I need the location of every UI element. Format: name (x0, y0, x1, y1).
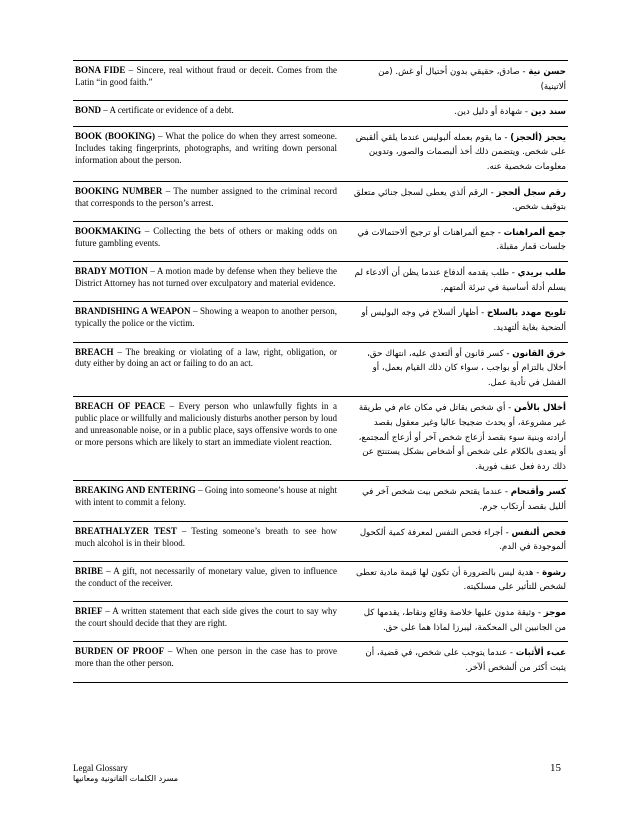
english-definition: – The breaking or violating of a law, right, obligation, or duty either by doing an act or failing to do an act. (75, 346, 337, 369)
english-definition-cell (73, 101, 345, 127)
glossary-row (73, 602, 568, 642)
arabic-term: حسن نية (528, 67, 566, 77)
arabic-term: تلويح مهدد بالسلاح (486, 308, 566, 319)
footer-title: Legal Glossary (73, 763, 128, 773)
page-number: 15 (550, 762, 561, 774)
glossary-row (73, 302, 568, 342)
english-term: BRIEF (75, 606, 103, 617)
arabic-definition: - شهادة أو دليل دين. (454, 107, 528, 118)
glossary-body (73, 61, 568, 683)
arabic-definition: - عندما يقتحم شخص بيت شخص آخر في ألليل بقصد أرتكاب جرم. (362, 487, 566, 513)
glossary-row (73, 262, 568, 302)
english-term: BREACH OF PEACE (75, 401, 166, 412)
arabic-term: عبء ألأثبات (515, 648, 566, 659)
arabic-definition: - وثيقة مدون عليها خلاصة وقائع ونقاط، يقدمها كل من الجانبين الى المحكمة، ليبرزا لماذا هما على حق. (363, 608, 566, 633)
arabic-term: سند دين (530, 107, 566, 118)
english-term: BRANDISHING A WEAPON (75, 306, 191, 317)
glossary-row (73, 101, 568, 127)
arabic-term: موجز (543, 608, 566, 619)
glossary-row (73, 561, 568, 601)
arabic-definition-cell (345, 602, 568, 642)
arabic-definition: - جمع ألمراهنات أو ترجيح ألاحتمالات في جلسات قمار مقبلة. (357, 227, 566, 253)
glossary-row (73, 61, 568, 101)
arabic-term: جمع ألمراهنات (503, 227, 566, 238)
glossary-row (73, 342, 568, 397)
arabic-definition-cell (345, 521, 568, 561)
english-definition: – A gift, not necessarily of monetary value, given to influence the conduct of the receiver. (75, 565, 337, 588)
english-term: BOOKMAKING (75, 225, 142, 236)
english-definition-cell (73, 397, 345, 481)
arabic-definition-cell (345, 101, 568, 127)
arabic-term: يحجز (ألحجز) (510, 132, 566, 143)
arabic-definition: - عندما يتوجب على شخص، في قضية، أن يثبت أكثر من ألشخص ألآخر. (365, 648, 566, 673)
english-term: BOOKING NUMBER (75, 185, 163, 196)
arabic-definition: - أظهار ألسلاح في وجه البوليس أو ألضحية بغاية ألتهديد. (361, 308, 566, 333)
arabic-definition-cell (345, 181, 568, 221)
english-definition: – Every person who unlawfully fights in a public place or willfully and maliciously disturbs another person by loud and unreasonable noise, or in a public place, says offensive words to one or more persons which are likely to start an immediate violent reaction. (75, 401, 337, 447)
english-definition: – A certificate or evidence of a debt. (103, 105, 234, 116)
arabic-definition-cell (345, 397, 568, 481)
english-definition: – Showing a weapon to another person, typically the police or the victim. (75, 306, 337, 329)
arabic-definition-cell (345, 221, 568, 261)
glossary-row (73, 397, 568, 481)
english-term: BONA FIDE (75, 65, 126, 75)
english-term: BOOK (BOOKING) (75, 130, 156, 141)
english-term: BREATHALYZER TEST (75, 525, 177, 536)
arabic-term: طلب بريدي (517, 268, 566, 279)
arabic-term: خرق القانون (512, 348, 566, 359)
arabic-definition-cell (345, 561, 568, 601)
english-term: BREAKING AND ENTERING (75, 485, 196, 496)
glossary-row (73, 481, 568, 521)
english-definition-cell (73, 342, 345, 397)
arabic-definition: - هدية ليس بالضرورة أن تكون لها قيمة مادية تعطى لشخص للتأثير على مسلكيته. (356, 567, 566, 593)
english-definition: – A motion made by defense when they believe the District Attorney has not turned over exculpatory and material evidence. (75, 266, 338, 288)
arabic-definition: - الرقم ألذي يعطى لسجل جنائي متعلق بتوقيف شخص. (353, 187, 566, 213)
arabic-definition-cell (345, 126, 568, 181)
english-definition-cell (73, 61, 345, 101)
glossary-row (73, 642, 568, 682)
arabic-definition: - كسر قانون أو ألتعدي عليه، انتهاك حق، أخلال بالتزام أو بواجب ، سواء كان ذلك القيام بعمل، أو الفشل في تأدية عمل. (367, 348, 566, 388)
english-definition-cell (73, 602, 345, 642)
english-term: BOND (75, 105, 102, 116)
english-definition-cell (73, 642, 345, 682)
arabic-definition-cell (345, 61, 568, 101)
english-definition: – Collecting the bets of others or making odds on future gambling events. (75, 225, 337, 248)
arabic-definition-cell (345, 642, 568, 682)
arabic-definition-cell (345, 302, 568, 342)
english-definition-cell (73, 126, 345, 181)
arabic-term: أخلال بالأمن (513, 403, 566, 414)
english-definition-cell (73, 262, 345, 302)
glossary-row (73, 126, 568, 181)
english-term: BREACH (75, 346, 114, 357)
english-term: BRADY MOTION (75, 266, 148, 277)
glossary-table (73, 60, 568, 683)
english-definition: – Going into someone’s house at night with intent to commit a felony. (75, 485, 337, 508)
english-definition-cell (73, 561, 345, 601)
glossary-row (73, 221, 568, 261)
arabic-term: كسر وأقتحام (510, 487, 566, 498)
english-definition: – When one person in the case has to prove more than the other person. (75, 646, 337, 669)
english-term: BURDEN OF PROOF (75, 646, 165, 657)
arabic-definition: - طلب يقدمه ألدفاع عندما يظن أن ألادعاء لم يسلم أدلة أساسية في تبرئة ألمتهم. (354, 268, 566, 293)
english-definition-cell (73, 521, 345, 561)
glossary-row (73, 181, 568, 221)
arabic-definition: - أجراء فحص النفس لمعرفة كمية ألكحول ألموجودة في الدم. (359, 527, 566, 553)
page-footer (73, 762, 178, 785)
arabic-term: فحص ألنفس (511, 527, 566, 538)
arabic-term: رقم سجل ألحجز (496, 187, 566, 198)
english-definition: – The number assigned to the criminal record that corresponds to the person’s arrest. (75, 185, 337, 208)
arabic-definition-cell (345, 481, 568, 521)
english-definition-cell (73, 302, 345, 342)
english-definition: – Sincere, real without fraud or deceit. Comes from the Latin “in good faith.” (75, 65, 338, 87)
arabic-definition: - أي شخص يقاتل في مكان عام في طريقة غير مشروعة، أو يحدث ضجيجا عاليا وغير معقول بقصد أرادته وبنية سوء بقصد أزعاج شخص آخر أو أزعاج ألمجتمع، أو يتعدى بالكلام على شخص أو أشخاص بشكل يستنتج عن ذلك ردة فعل عنف فورية. (358, 403, 566, 472)
english-definition: – Testing someone’s breath to see how much alcohol is in their blood. (75, 525, 338, 548)
glossary-row (73, 521, 568, 561)
arabic-definition: - صادق، حقيقي بدون أحتيال أو غش. (من ألاتينية) (378, 67, 566, 92)
english-definition: – A written statement that each side gives the court to say why the court should decide that they are right. (75, 606, 338, 628)
arabic-definition-cell (345, 342, 568, 397)
english-definition-cell (73, 221, 345, 261)
english-definition-cell (73, 481, 345, 521)
arabic-definition-cell (345, 262, 568, 302)
footer-arabic-title: مسرد الكلمات القانونية ومعانيها (73, 774, 178, 784)
arabic-definition: - ما يقوم بعمله ألبوليس عندما يلقي ألقبض على شخص. ويتضمن ذلك أخذ ألبصمات والصور، وتدوين معلومات شخصية عنه. (355, 132, 566, 173)
english-definition-cell (73, 181, 345, 221)
english-definition: – What the police do when they arrest someone. Includes taking fingerprints, photographs, and writing down personal information about the person. (75, 130, 338, 165)
english-term: BRIBE (75, 565, 104, 576)
arabic-term: رشوة (542, 567, 566, 578)
